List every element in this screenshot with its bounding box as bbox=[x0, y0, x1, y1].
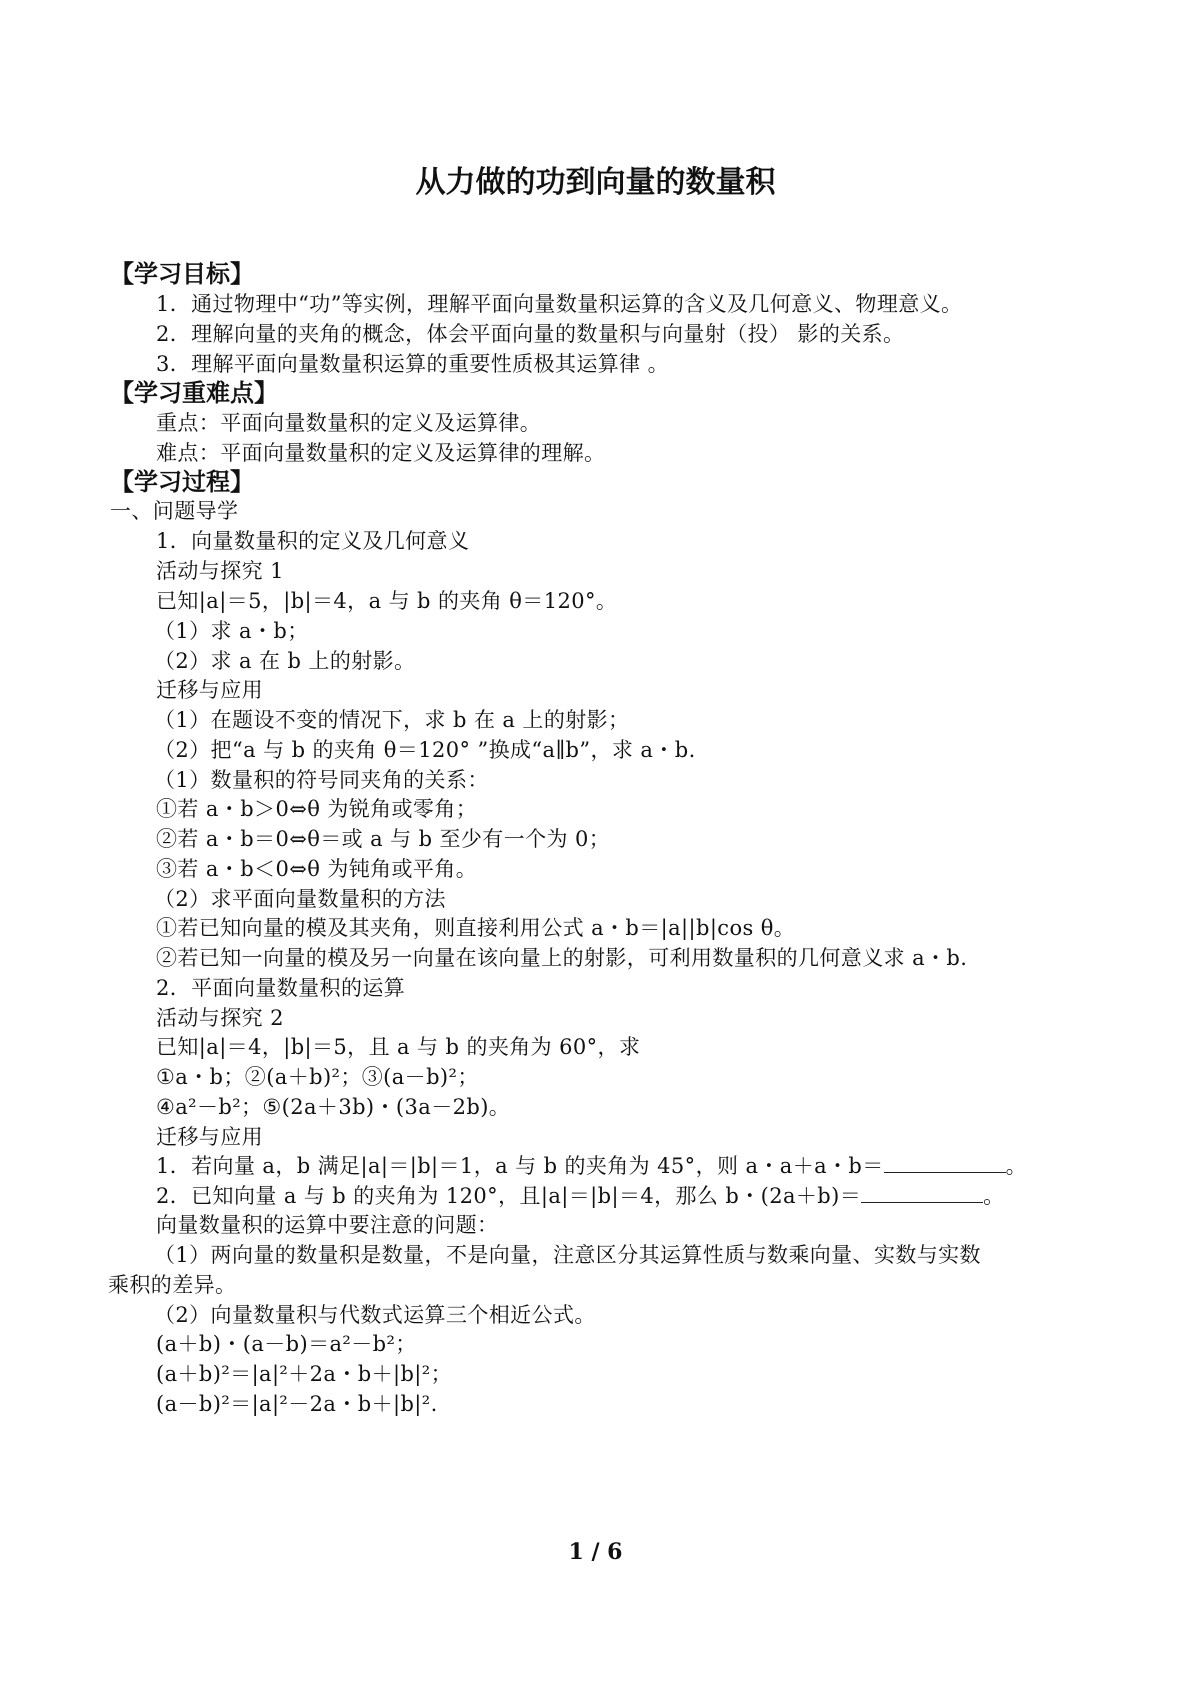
difficult-point-item: 难点：平面向量数量积的定义及运算律的理解。 bbox=[156, 441, 606, 465]
exercise-2-text: 2．已知向量 a 与 b 的夹角为 120°，且|a|＝|b|＝4，那么 b・(2a＋b)＝ bbox=[156, 1184, 862, 1208]
summary-item: ①若 a・b＞0⇔θ 为锐角或零角； bbox=[156, 797, 478, 821]
formula-3: (a－b)²＝|a|²－2a・b＋|b|². bbox=[156, 1392, 438, 1416]
exercise-1-end: 。 bbox=[1005, 1154, 1028, 1178]
exercise-2-end: 。 bbox=[983, 1184, 1005, 1208]
note-2: （2）向量数量积与代数式运算三个相近公式。 bbox=[154, 1303, 596, 1327]
notes-title: 向量数量积的运算中要注意的问题： bbox=[156, 1213, 499, 1237]
summary-item: ②若 a・b＝0⇔θ＝或 a 与 b 至少有一个为 0； bbox=[156, 827, 611, 851]
problem-part: （1）求 a・b； bbox=[154, 619, 309, 643]
part-title: 一、问题导学 bbox=[110, 499, 239, 523]
problem-part: ④a²－b²；⑤(2a＋3b)・(3a－2b)。 bbox=[156, 1095, 511, 1119]
section-heading-key-points: 【学习重难点】 bbox=[110, 379, 278, 407]
problem-part: ①a・b；②(a＋b)²；③(a－b)²； bbox=[156, 1065, 479, 1089]
method-heading: （2）求平面向量数量积的方法 bbox=[154, 887, 446, 911]
subsection-title: 2．平面向量数量积的运算 bbox=[156, 976, 406, 1000]
exercise-1-text: 1．若向量 a，b 满足|a|＝|b|＝1，a 与 b 的夹角为 45°，则 a・a＋a・b＝ bbox=[156, 1154, 884, 1178]
summary-heading: （1）数量积的符号同夹角的关系： bbox=[154, 768, 489, 792]
objective-item: 2．理解向量的夹角的概念，体会平面向量的数量积与向量射（投） 影的关系。 bbox=[156, 322, 905, 346]
method-item: ②若已知一向量的模及另一向量在该向量上的射影，可利用数量积的几何意义求 a・b. bbox=[156, 946, 968, 970]
answer-blank-2[interactable] bbox=[861, 1182, 983, 1203]
application-title: 迁移与应用 bbox=[156, 1125, 263, 1149]
activity-title: 活动与探究 1 bbox=[156, 559, 284, 583]
key-point-item: 重点：平面向量数量积的定义及运算律。 bbox=[156, 411, 542, 435]
activity-title: 活动与探究 2 bbox=[156, 1006, 284, 1030]
objective-item: 1．通过物理中“功”等实例，理解平面向量数量积运算的含义及几何意义、物理意义。 bbox=[156, 292, 963, 316]
summary-item: ③若 a・b＜0⇔θ 为钝角或平角。 bbox=[156, 857, 478, 881]
answer-blank-1[interactable] bbox=[884, 1152, 1006, 1173]
page-title: 从力做的功到向量的数量积 bbox=[415, 165, 776, 200]
subsection-title: 1．向量数量积的定义及几何意义 bbox=[156, 529, 470, 553]
problem-statement: 已知|a|＝5，|b|＝4，a 与 b 的夹角 θ＝120°。 bbox=[156, 589, 618, 613]
note-1: （1）两向量的数量积是数量，不是向量，注意区分其运算性质与数乘向量、实数与实数 bbox=[154, 1243, 981, 1267]
application-item: （2）把“a 与 b 的夹角 θ＝120° ”换成“a∥b”，求 a・b. bbox=[154, 738, 696, 762]
problem-statement: 已知|a|＝4，|b|＝5，且 a 与 b 的夹角为 60°，求 bbox=[156, 1035, 641, 1059]
method-item: ①若已知向量的模及其夹角，则直接利用公式 a・b＝|a||b|cos θ。 bbox=[156, 916, 796, 940]
problem-part: （2）求 a 在 b 上的射影。 bbox=[154, 649, 416, 673]
formula-2: (a＋b)²＝|a|²＋2a・b＋|b|²； bbox=[156, 1362, 452, 1386]
exercise-2 bbox=[156, 1181, 1005, 1211]
note-1-continued: 乘积的差异。 bbox=[108, 1273, 237, 1297]
exercise-1 bbox=[156, 1151, 1027, 1181]
section-heading-process: 【学习过程】 bbox=[110, 468, 254, 496]
application-title: 迁移与应用 bbox=[156, 678, 263, 702]
application-item: （1）在题设不变的情况下，求 b 在 a 上的射影； bbox=[154, 708, 630, 732]
formula-1: (a＋b)・(a－b)＝a²－b²； bbox=[156, 1332, 417, 1356]
objective-item: 3．理解平面向量数量积运算的重要性质极其运算律 。 bbox=[156, 352, 670, 376]
section-heading-objectives: 【学习目标】 bbox=[110, 260, 254, 288]
page-number: 1 / 6 bbox=[568, 1539, 623, 1565]
